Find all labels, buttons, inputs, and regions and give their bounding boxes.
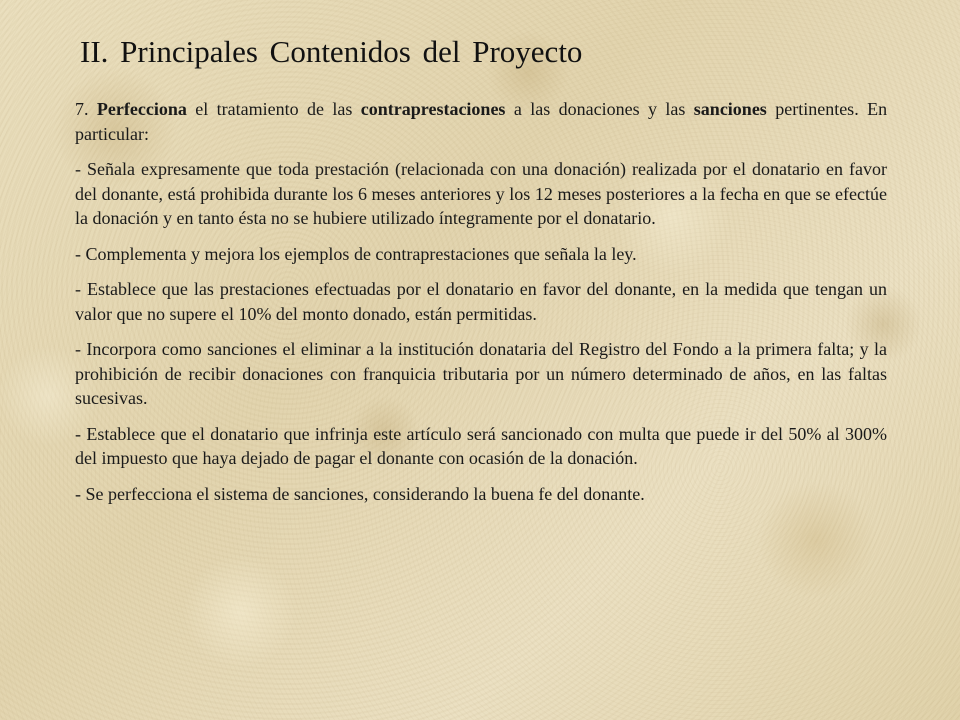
item-number: 7. bbox=[75, 99, 89, 119]
intro-paragraph bbox=[75, 97, 887, 146]
bullet-paragraph: - Establece que el donatario que infrinja este artículo será sancionado con multa que puede ir del 50% al 300% del impuesto que haya dejado de pagar el donante con ocasión de la donación. bbox=[75, 423, 887, 468]
intro-term-sanciones: sanciones bbox=[693, 99, 767, 119]
intro-text-2: a las donaciones y las bbox=[513, 99, 686, 119]
bullet-paragraph: - Se perfecciona el sistema de sanciones, considerando la buena fe del donante. bbox=[75, 483, 645, 504]
bullet-paragraph: - Señala expresamente que toda prestación (relacionada con una donación) realizada por el donatario en favor del donante, está prohibida durante los 6 meses anteriores y los 12 meses posteriores a la fecha en que se efectúe la donación y en tanto ésta no se hubiere utilizado íntegramente por el donatario. bbox=[75, 159, 887, 228]
intro-verb: Perfecciona bbox=[96, 99, 187, 119]
slide-content bbox=[75, 97, 887, 517]
bullet-paragraph: - Incorpora como sanciones el eliminar a la institución donataria del Registro del Fondo a la primera falta; y la prohibición de recibir donaciones con franquicia tributaria por un número determinado de años, en las faltas sucesivas. bbox=[75, 339, 887, 408]
bullet-paragraph: - Establece que las prestaciones efectuadas por el donatario en favor del donante, en la medida que tengan un valor que no supere el 10% del monto donado, están permitidas. bbox=[75, 279, 887, 324]
slide-title: II. Principales Contenidos del Proyecto bbox=[80, 34, 583, 69]
intro-text-3: pertinentes. En particular: bbox=[75, 99, 888, 144]
bullet-paragraph: - Complementa y mejora los ejemplos de contraprestaciones que señala la ley. bbox=[75, 243, 637, 264]
intro-term-contraprestaciones: contraprestaciones bbox=[360, 99, 506, 119]
intro-text-1: el tratamiento de las bbox=[195, 99, 353, 119]
